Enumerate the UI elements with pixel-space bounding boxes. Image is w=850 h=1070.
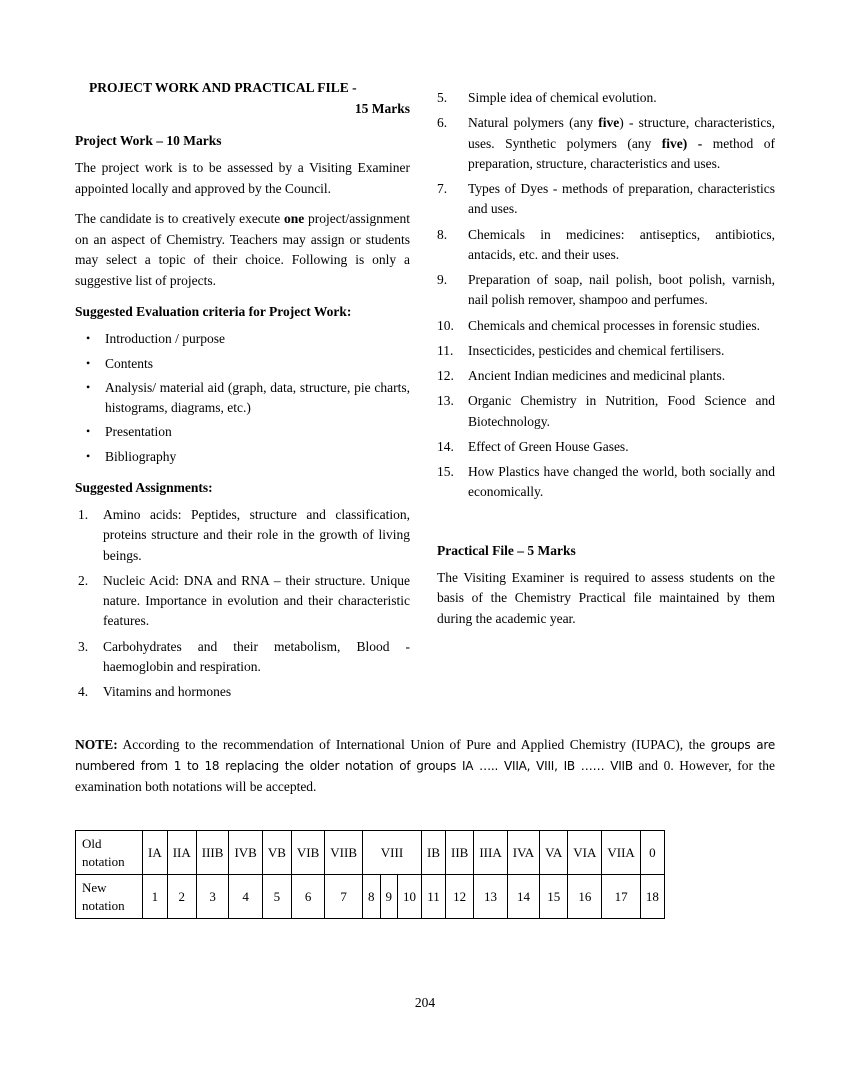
assignments-list-left bbox=[75, 505, 410, 702]
list-item bbox=[437, 113, 775, 174]
list-item: • Presentation bbox=[75, 422, 410, 442]
table-cell: IVA bbox=[507, 831, 539, 875]
list-item-text: Chemicals and chemical processes in forensic studies. bbox=[468, 317, 761, 333]
table-cell: IIB bbox=[446, 831, 474, 875]
table-cell: IVB bbox=[229, 831, 262, 875]
list-item-text-bold2: five) - bbox=[661, 135, 703, 151]
list-item: • Bibliography bbox=[75, 447, 410, 467]
list-item: • Analysis/ material aid (graph, data, structure, pie charts, histograms, diagrams, etc.) bbox=[75, 378, 410, 419]
list-item-text: Ancient Indian medicines and medicinal plants. bbox=[468, 368, 726, 383]
table-cell: IIIA bbox=[474, 831, 507, 875]
list-item-number: 5. bbox=[437, 90, 448, 105]
table-cell: 0 bbox=[640, 831, 664, 875]
list-item-text: Nucleic Acid: DNA and RNA – their structure. Unique nature. Importance in evolution and their characteristic features. bbox=[103, 572, 410, 629]
table-cell: 7 bbox=[325, 875, 363, 919]
list-item-number: 15. bbox=[437, 464, 454, 479]
page-title bbox=[75, 78, 410, 120]
list-item-number: 11. bbox=[437, 342, 454, 358]
table-row-header-new: New notation bbox=[76, 875, 143, 919]
list-item-number: 4. bbox=[78, 684, 89, 700]
right-column bbox=[437, 78, 775, 639]
para2-bold: one bbox=[284, 211, 305, 227]
list-item bbox=[437, 270, 775, 311]
list-item-text: Carbohydrates and their metabolism, Blood - haemoglobin and respiration. bbox=[103, 638, 410, 674]
table-cell: VIIB bbox=[325, 831, 363, 875]
table-cell: 8 bbox=[363, 875, 381, 919]
note-text-part2: and 0. However, for the examination both notations will be accepted. bbox=[75, 757, 776, 794]
list-item-text-mid: ) - structure, characteristics, uses. Synthetic polymers (any bbox=[468, 115, 775, 151]
page-number: 204 bbox=[414, 995, 436, 1010]
table-cell: IA bbox=[143, 831, 168, 875]
note-label: NOTE: bbox=[75, 737, 118, 752]
list-item-text: Vitamins and hormones bbox=[103, 684, 232, 700]
list-item-number: 14. bbox=[437, 438, 454, 454]
list-item-number: 2. bbox=[78, 572, 89, 588]
table-cell: 17 bbox=[602, 875, 640, 919]
list-item-text: Insecticides, pesticides and chemical fertilisers. bbox=[468, 342, 725, 358]
list-item-text: How Plastics have changed the world, both socially and economically. bbox=[468, 464, 775, 500]
evaluation-criteria-heading: Suggested Evaluation criteria for Project Work: bbox=[75, 304, 352, 320]
evaluation-criteria-list bbox=[75, 329, 410, 467]
table-cell: VIIA bbox=[602, 831, 640, 875]
suggested-assignments-heading: Suggested Assignments: bbox=[75, 479, 213, 495]
table-cell: IIA bbox=[167, 831, 196, 875]
table-cell: 15 bbox=[540, 875, 568, 919]
table-row bbox=[76, 831, 665, 875]
list-item-text-post: method of preparation, structure, characteristics and uses. bbox=[468, 135, 775, 171]
table-cell-viii: VIII bbox=[363, 831, 422, 875]
list-item-text: Simple idea of chemical evolution. bbox=[468, 90, 657, 105]
table-cell: 11 bbox=[422, 875, 446, 919]
list-item-number: 12. bbox=[437, 368, 454, 383]
list-item-number: 1. bbox=[78, 507, 89, 523]
project-work-heading: Project Work – 10 Marks bbox=[75, 132, 222, 148]
list-item bbox=[437, 179, 775, 220]
table-cell: 2 bbox=[167, 875, 196, 919]
table-cell: 10 bbox=[398, 875, 422, 919]
list-item bbox=[75, 637, 410, 678]
list-item-text: Amino acids: Peptides, structure and classification, proteins structure and their role in the growth of living beings. bbox=[103, 507, 410, 563]
table-cell: 12 bbox=[446, 875, 474, 919]
list-item bbox=[437, 366, 775, 386]
list-item-number: 13. bbox=[437, 393, 454, 409]
para2-post: project/assignment on an aspect of Chemistry. Teachers may assign or students may select a topic of their choice. Following is only a suggestive list of projects. bbox=[75, 211, 410, 288]
list-item-number: 7. bbox=[437, 181, 448, 196]
project-work-para-2 bbox=[75, 209, 410, 291]
table-cell: 5 bbox=[262, 875, 291, 919]
note-block bbox=[75, 735, 775, 798]
table-cell: IB bbox=[422, 831, 446, 875]
list-item-text: Preparation of soap, nail polish, boot polish, varnish, nail polish remover, shampoo and perfumes. bbox=[468, 272, 775, 308]
table-cell: VIA bbox=[568, 831, 602, 875]
list-item-number: 3. bbox=[78, 638, 89, 654]
table-cell: 18 bbox=[640, 875, 664, 919]
list-item-number: 8. bbox=[437, 226, 448, 242]
table-cell: 3 bbox=[196, 875, 229, 919]
list-item bbox=[75, 571, 410, 632]
list-item-number: 10. bbox=[437, 317, 454, 333]
table-row-header-old: Old notation bbox=[76, 831, 143, 875]
list-item-text-bold: five bbox=[598, 115, 620, 131]
list-item-text: Chemicals in medicines: antiseptics, antibiotics, antacids, etc. and their uses. bbox=[468, 226, 775, 262]
table-cell: 6 bbox=[291, 875, 324, 919]
table-row bbox=[76, 875, 665, 919]
table-cell: IIIB bbox=[196, 831, 229, 875]
project-work-para-1: The project work is to be assessed by a Visiting Examiner appointed locally and approved by the Council. bbox=[75, 160, 410, 196]
table-cell: 14 bbox=[507, 875, 539, 919]
list-item bbox=[437, 462, 775, 503]
list-item bbox=[437, 88, 775, 108]
list-item bbox=[437, 437, 775, 457]
note-text-handwritten: groups are numbered from 1 to 18 replacing the older notation of groups IA ….. VIIA, VIII, IB …… VIIB bbox=[75, 738, 775, 773]
table-cell: VA bbox=[540, 831, 568, 875]
list-item-number: 9. bbox=[437, 272, 448, 287]
list-item bbox=[437, 391, 775, 432]
list-item-text: Effect of Green House Gases. bbox=[468, 438, 629, 454]
list-item bbox=[75, 682, 410, 702]
practical-file-heading: Practical File – 5 Marks bbox=[437, 542, 576, 558]
practical-file-para: The Visiting Examiner is required to assess students on the basis of the Chemistry Practical file maintained by them during the academic year. bbox=[437, 569, 775, 626]
list-item bbox=[437, 225, 775, 266]
note-text-part1: According to the recommendation of International Union of Pure and Applied Chemistry (IUPAC), the bbox=[122, 737, 706, 752]
table-cell: VB bbox=[262, 831, 291, 875]
table-cell: 16 bbox=[568, 875, 602, 919]
para2-pre: The candidate is to creatively execute bbox=[75, 211, 285, 227]
table-cell: 4 bbox=[229, 875, 262, 919]
left-column bbox=[75, 78, 410, 707]
list-item-text: Types of Dyes - methods of preparation, characteristics and uses. bbox=[468, 181, 775, 217]
list-item-text: Organic Chemistry in Nutrition, Food Science and Biotechnology. bbox=[468, 393, 775, 429]
list-item bbox=[437, 316, 775, 336]
list-item: • Contents bbox=[75, 354, 410, 374]
notation-table bbox=[75, 830, 665, 919]
table-cell: 1 bbox=[143, 875, 168, 919]
table-cell: 13 bbox=[474, 875, 507, 919]
table-cell: VIB bbox=[291, 831, 324, 875]
table-cell: 9 bbox=[380, 875, 398, 919]
page-title-line1: PROJECT WORK AND PRACTICAL FILE - bbox=[89, 80, 357, 95]
list-item bbox=[437, 341, 775, 361]
list-item bbox=[75, 505, 410, 566]
page-title-line2: 15 Marks bbox=[354, 100, 410, 116]
list-item-number: 6. bbox=[437, 115, 448, 131]
list-item: • Introduction / purpose bbox=[75, 329, 410, 349]
list-item-text-pre: Natural polymers (any bbox=[468, 115, 599, 131]
assignments-list-right bbox=[437, 88, 775, 503]
